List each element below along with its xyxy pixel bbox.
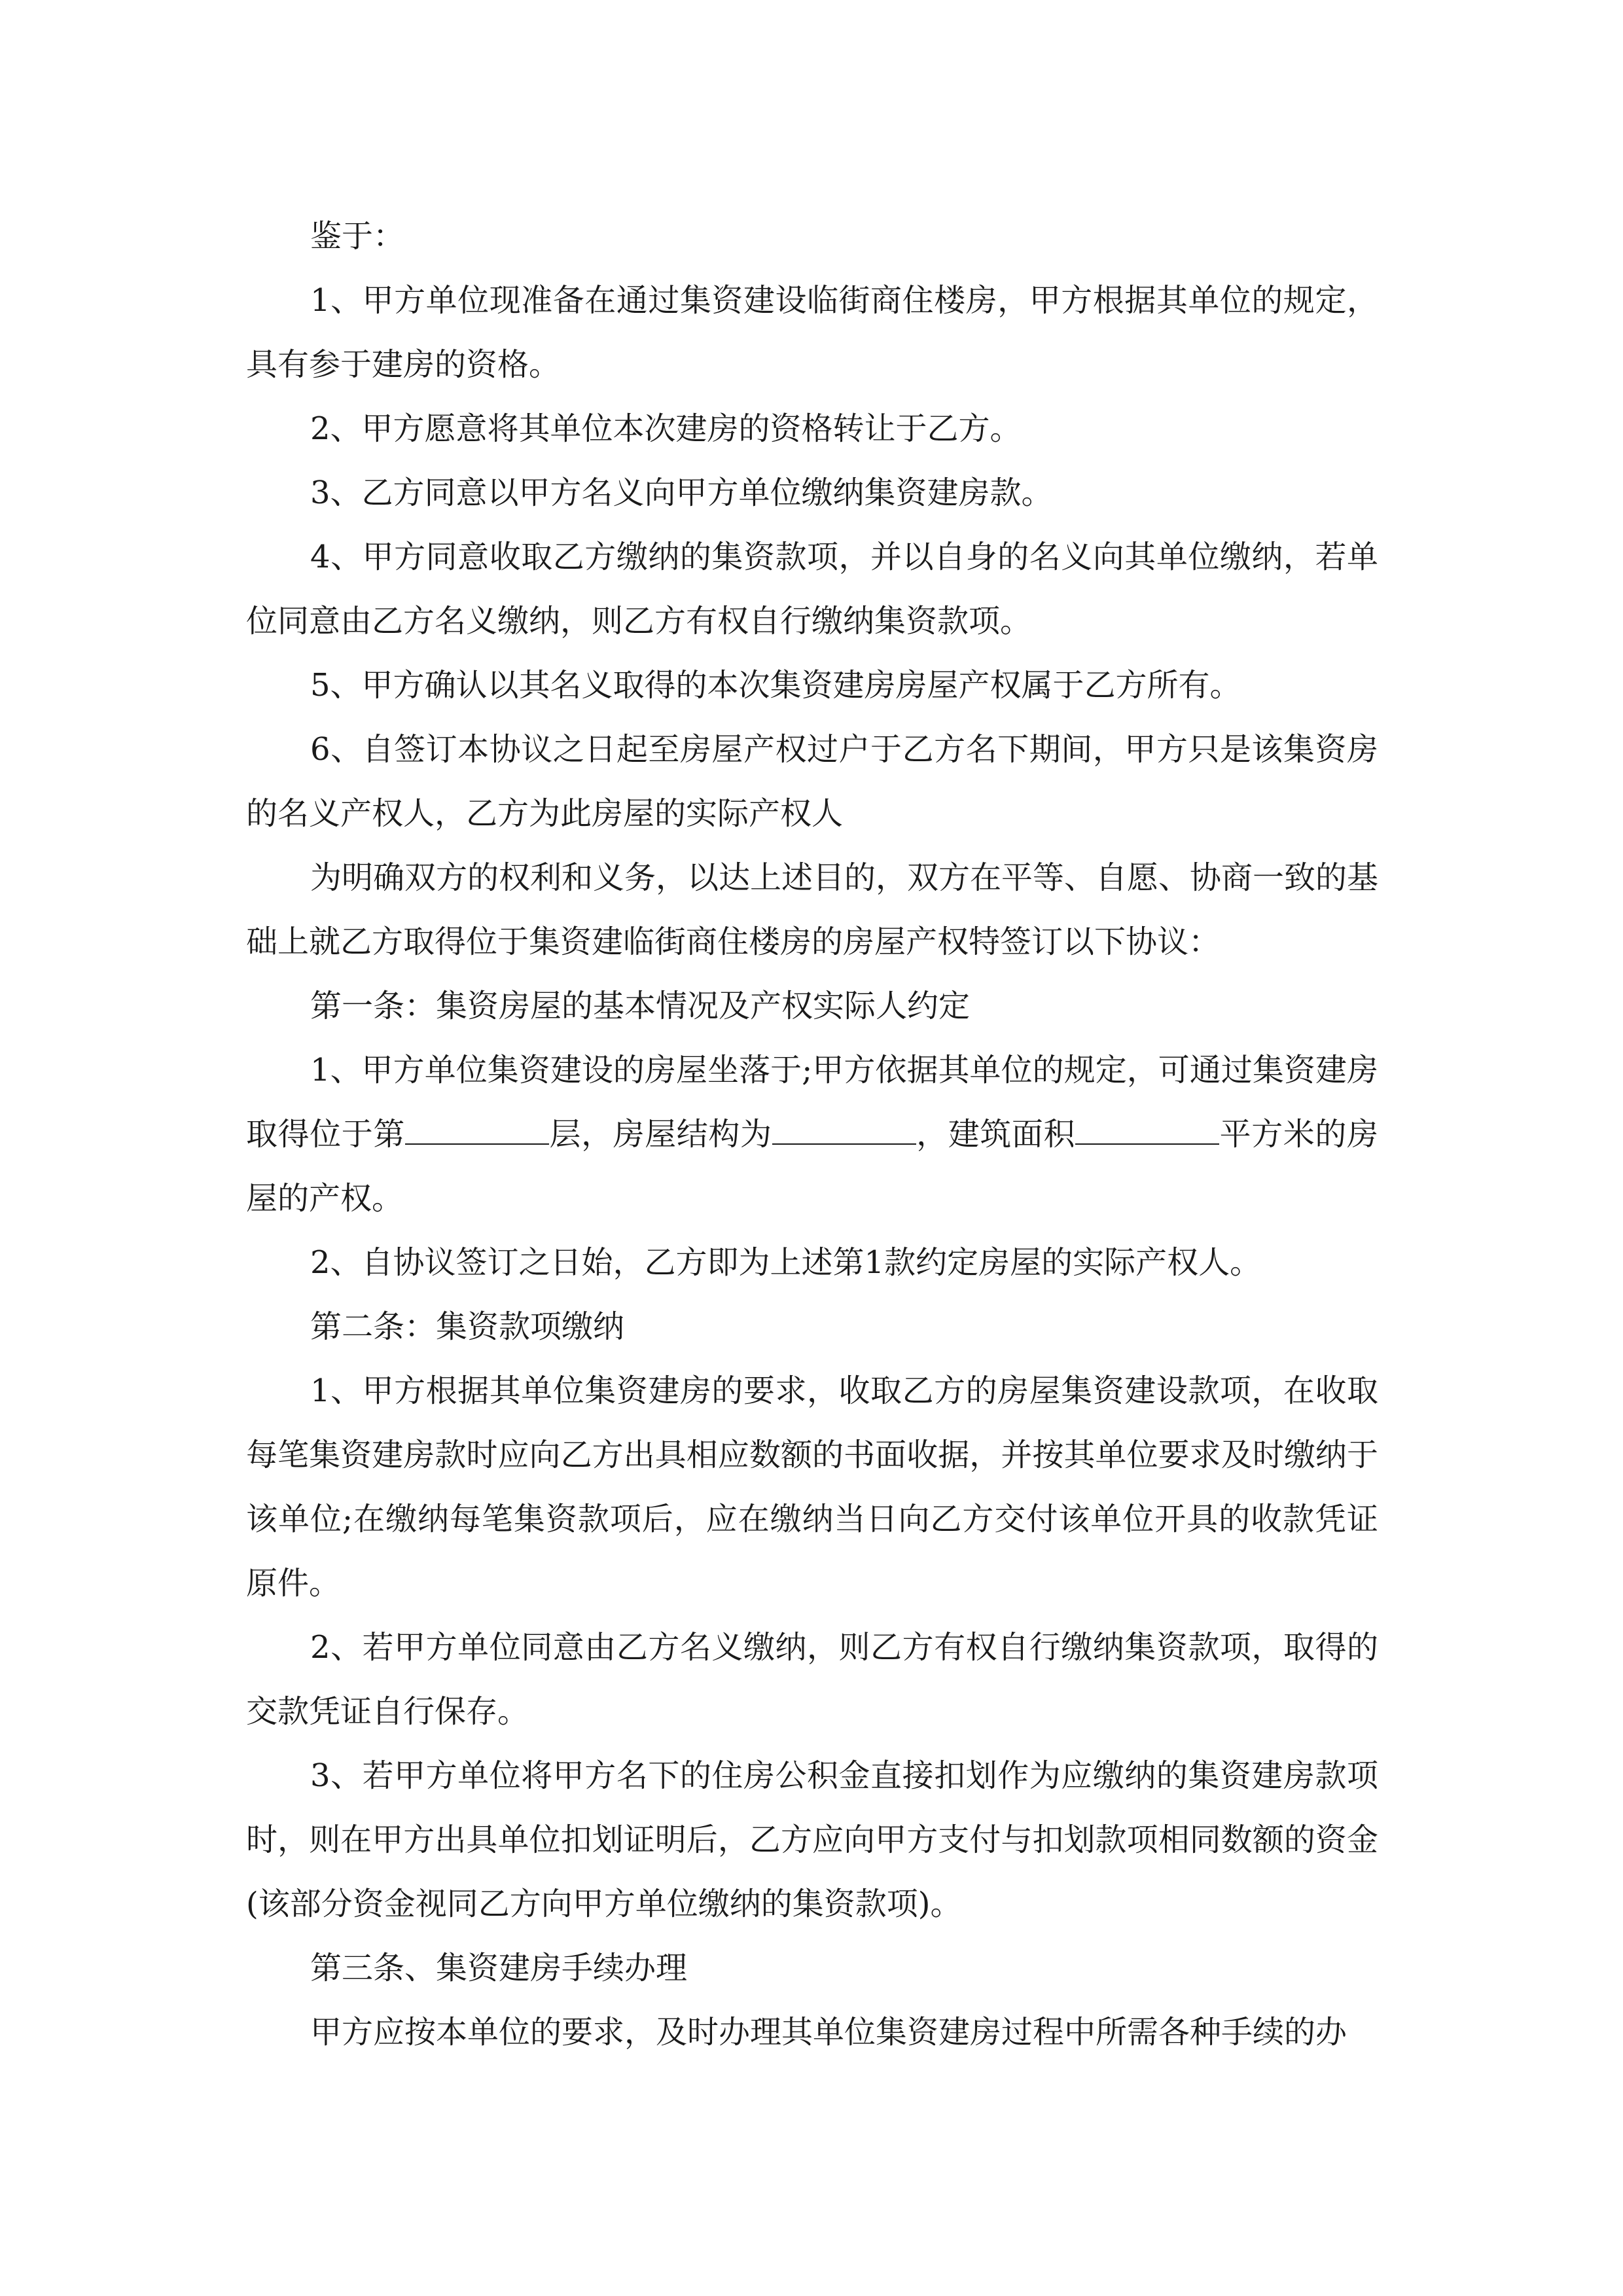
area-blank [1075, 1117, 1219, 1145]
paragraph-recital-4: 4、甲方同意收取乙方缴纳的集资款项，并以自身的名义向其单位缴纳，若单位同意由乙方名义缴纳，则乙方有权自行缴纳集资款项。 [246, 539, 1378, 639]
article-1-item-1-text-b: 层，房屋结构为 [548, 1116, 772, 1153]
article-2-item-1: 1、甲方根据其单位集资建房的要求，收取乙方的房屋集资建设款项，在收取每笔集资建房款时应向乙方出具相应数额的书面收据，并按其单位要求及时缴纳于该单位;在缴纳每笔集资款项后，应在缴纳当日向乙方交付该单位开具的收款凭证原件。 [246, 1372, 1378, 1602]
document-body [246, 204, 1378, 2064]
paragraph-recital-5: 5、甲方确认以其名义取得的本次集资建房房屋产权属于乙方所有。 [310, 667, 1241, 704]
article-3-heading: 第三条、集资建房手续办理 [310, 1950, 688, 1986]
paragraph-recital-1: 1、甲方单位现准备在通过集资建设临街商住楼房，甲方根据其单位的规定，具有参于建房的资格。 [246, 282, 1378, 383]
article-2-item-3: 3、若甲方单位将甲方名下的住房公积金直接扣划作为应缴纳的集资建房款项时，则在甲方出具单位扣划证明后，乙方应向甲方支付与扣划款项相同数额的资金(该部分资金视同乙方向甲方单位缴纳的集资款项)。 [246, 1757, 1378, 1922]
article-1-item-1-text-d: 平方米的房屋的产权。 [246, 1116, 1378, 1217]
floor-blank [405, 1117, 549, 1145]
paragraph-preamble: 鉴于： [310, 218, 405, 255]
paragraph-recital-2: 2、甲方愿意将其单位本次建房的资格转让于乙方。 [310, 410, 1022, 447]
article-1-item-1 [246, 1038, 1378, 1230]
paragraph-recital-3: 3、乙方同意以甲方名义向甲方单位缴纳集资建房款。 [310, 475, 1053, 511]
paragraph-recital-6: 6、自签订本协议之日起至房屋产权过户于乙方名下期间，甲方只是该集资房的名义产权人，乙方为此房屋的实际产权人 [246, 731, 1378, 832]
paragraph-purpose: 为明确双方的权利和义务，以达上述目的，双方在平等、自愿、协商一致的基础上就乙方取得位于集资建临街商住楼房的房屋产权特签订以下协议： [246, 859, 1379, 960]
article-2-heading: 第二条：集资款项缴纳 [310, 1308, 625, 1345]
article-1-item-2: 2、自协议签订之日始，乙方即为上述第1款约定房屋的实际产权人。 [310, 1244, 1262, 1281]
article-3-body: 甲方应按本单位的要求，及时办理其单位集资建房过程中所需各种手续的办 [310, 2014, 1347, 2051]
article-1-item-1-text-c: ，建筑面积 [916, 1116, 1076, 1153]
article-1-item-1-text-a: 1、甲方单位集资建设的房屋坐落于;甲方依据其单位的规定，可通过集资建房取得位于第 [246, 1052, 1378, 1153]
article-1-heading: 第一条：集资房屋的基本情况及产权实际人约定 [310, 988, 971, 1024]
structure-blank [772, 1117, 916, 1145]
article-2-item-2: 2、若甲方单位同意由乙方名义缴纳，则乙方有权自行缴纳集资款项，取得的交款凭证自行保存。 [246, 1629, 1378, 1730]
